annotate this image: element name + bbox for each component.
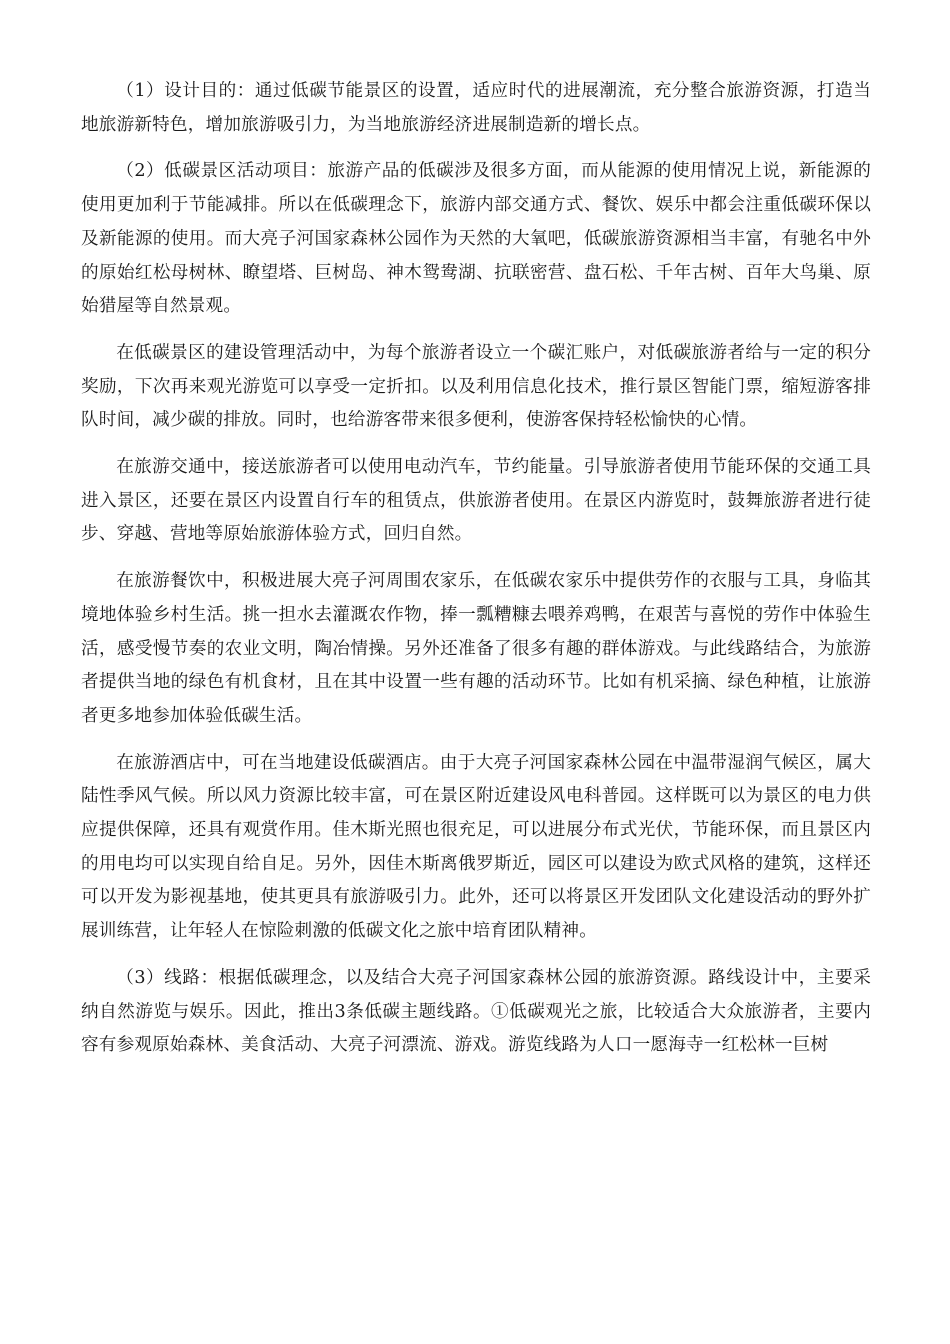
paragraph-routes: （3）线路：根据低碳理念，以及结合大亮子河国家森林公园的旅游资源。路线设计中，主要采纳自然游览与娱乐。因此，推出3条低碳主题线路。①低碳观光之旅，比较适合大众旅游者，主要内容有参观原始森林、美食活动、大亮子河漂流、游戏。游览线路为人口一愿海寺一红松林一巨树 bbox=[81, 967, 871, 1056]
paragraph-activity-items: （2）低碳景区活动项目：旅游产品的低碳涉及很多方面，而从能源的使用情况上说，新能源的使用更加利于节能减排。所以在低碳理念下，旅游内部交通方式、餐饮、娱乐中都会注重低碳环保以及新能源的使用。而大亮子河国家森林公园作为天然的大氧吧，低碳旅游资源相当丰富，有驰名中外的原始红松母树林、瞭望塔、巨树岛、神木鸳鸯湖、抗联密营、盘石松、千年古树、百年大鸟巢、原始猎屋等自然景观。 bbox=[81, 161, 871, 317]
paragraph-management: 在低碳景区的建设管理活动中，为每个旅游者设立一个碳汇账户，对低碳旅游者给与一定的积分奖励，下次再来观光游览可以享受一定折扣。以及利用信息化技术，推行景区智能门票，缩短游客排队时间，减少碳的排放。同时，也给游客带来很多便利，使游客保持轻松愉快的心情。 bbox=[81, 342, 871, 431]
paragraph-transport: 在旅游交通中，接送旅游者可以使用电动汽车，节约能量。引导旅游者使用节能环保的交通工具进入景区，还要在景区内设置自行车的租赁点，供旅游者使用。在景区内游览时，鼓舞旅游者进行徒步、穿越、营地等原始旅游体验方式，回归自然。 bbox=[81, 457, 871, 545]
paragraph-design-purpose: （1）设计目的：通过低碳节能景区的设置，适应时代的进展潮流，充分整合旅游资源，打造当地旅游新特色，增加旅游吸引力，为当地旅游经济进展制造新的增长点。 bbox=[81, 81, 871, 135]
paragraph-hotel: 在旅游酒店中，可在当地建设低碳酒店。由于大亮子河国家森林公园在中温带湿润气候区，属大陆性季风气候。所以风力资源比较丰富，可在景区附近建设风电科普园。这样既可以为景区的电力供应提供保障，还具有观赏作用。佳木斯光照也很充足，可以进展分布式光伏，节能环保，而且景区内的用电均可以实现自给自足。另外，因佳木斯离俄罗斯近，园区可以建设为欧式风格的建筑，这样还可以开发为影视基地，使其更具有旅游吸引力。此外，还可以将景区开发团队文化建设活动的野外扩展训练营，让年轻人在惊险刺激的低碳文化之旅中培育团队精神。 bbox=[81, 752, 871, 942]
paragraph-dining: 在旅游餐饮中，积极进展大亮子河周围农家乐，在低碳农家乐中提供劳作的衣服与工具，身临其境地体验乡村生活。挑一担水去灌溉农作物，捧一瓢糟糠去喂养鸡鸭，在艰苦与喜悦的劳作中体验生活，感受慢节奏的农业文明，陶冶情操。另外还准备了很多有趣的群体游戏。与此线路结合，为旅游者提供当地的绿色有机食材，且在其中设置一些有趣的活动环节。比如有机采摘、绿色种植，让旅游者更多地参加体验低碳生活。 bbox=[81, 571, 871, 726]
document-body bbox=[81, 75, 871, 1076]
